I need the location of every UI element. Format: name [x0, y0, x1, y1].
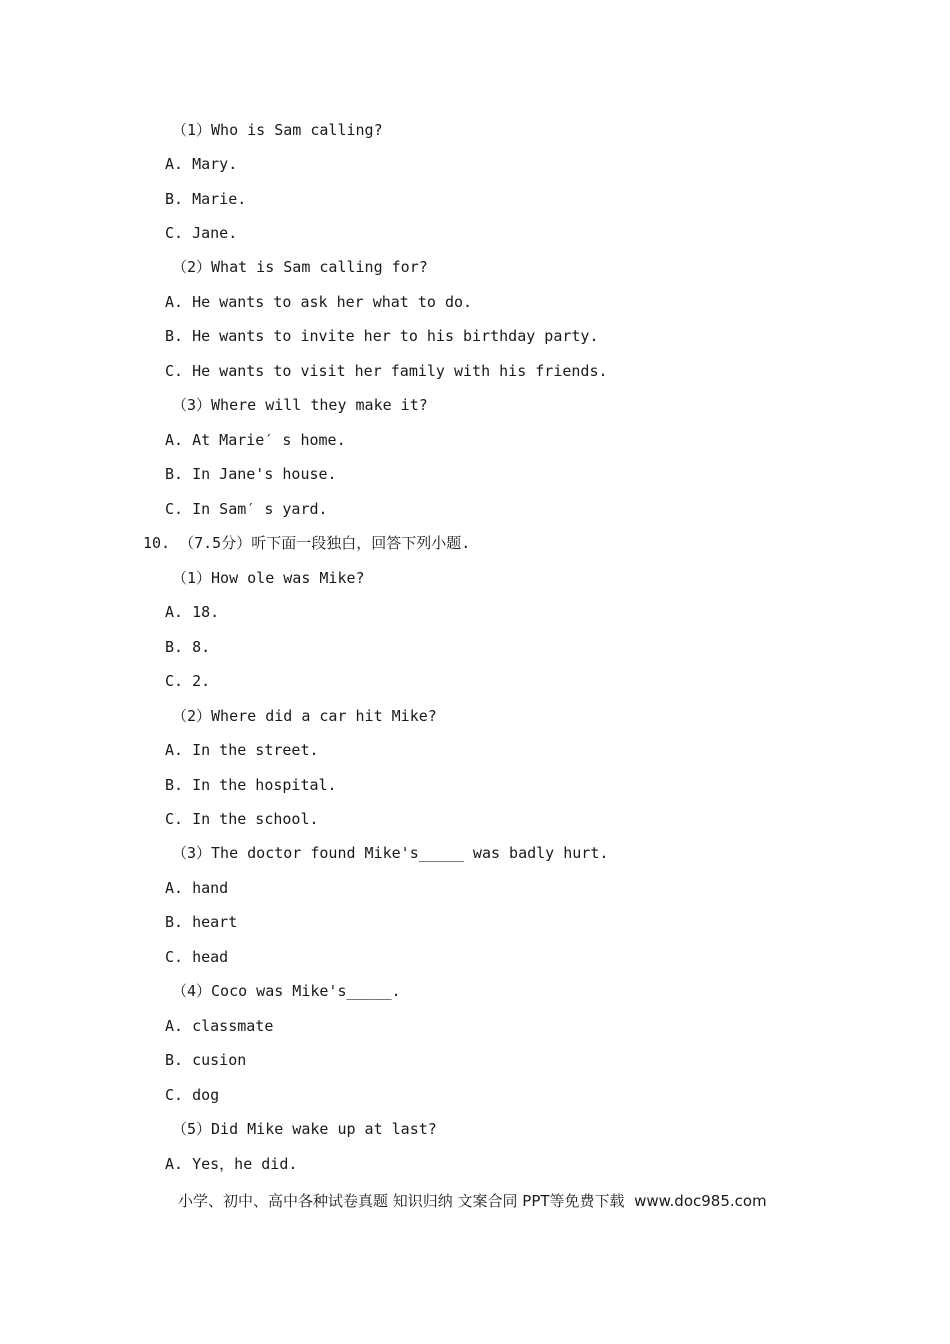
section-heading: 10. （7.5分）听下面一段独白，回答下列小题. — [143, 534, 471, 552]
option-line: A. In the street. — [165, 741, 319, 759]
question-line: （3）Where will they make it? — [172, 396, 428, 414]
question-line: （5）Did Mike wake up at last? — [172, 1120, 437, 1138]
question-line: （1）Who is Sam calling? — [172, 121, 383, 139]
option-line: C. head — [165, 948, 229, 966]
option-line: C. dog — [165, 1086, 220, 1104]
option-line: A. hand — [165, 879, 229, 897]
option-line: B. In Jane's house. — [165, 465, 337, 483]
question-line: （2）Where did a car hit Mike? — [172, 707, 437, 725]
option-line: A. 18. — [165, 603, 220, 621]
option-line: A. At Marie′ s home. — [165, 431, 346, 449]
option-line: A. Mary. — [165, 155, 238, 173]
option-line: C. In Sam′ s yard. — [165, 500, 328, 518]
option-line: B. cusion — [165, 1051, 247, 1069]
option-line: B. He wants to invite her to his birthday party. — [165, 327, 599, 345]
option-line: A. classmate — [165, 1017, 274, 1035]
option-line: A. Yes，he did. — [165, 1155, 298, 1173]
option-line: B. Marie. — [165, 190, 247, 208]
question-line: （3）The doctor found Mike's_____ was badly hurt. — [172, 844, 609, 862]
option-line: C. Jane. — [165, 224, 238, 242]
page-footer: 小学、初中、高中各种试卷真题 知识归纳 文案合同 PPT等免费下载 www.doc985.com — [178, 1192, 767, 1210]
option-line: B. 8. — [165, 638, 211, 656]
option-line: A. He wants to ask her what to do. — [165, 293, 473, 311]
option-line: C. 2. — [165, 672, 211, 690]
option-line: C. He wants to visit her family with his friends. — [165, 362, 608, 380]
option-line: B. In the hospital. — [165, 776, 337, 794]
question-line: （2）What is Sam calling for? — [172, 258, 428, 276]
question-line: （4）Coco was Mike's_____. — [172, 982, 401, 1000]
question-line: （1）How ole was Mike? — [172, 569, 365, 587]
option-line: B. heart — [165, 913, 238, 931]
option-line: C. In the school. — [165, 810, 319, 828]
